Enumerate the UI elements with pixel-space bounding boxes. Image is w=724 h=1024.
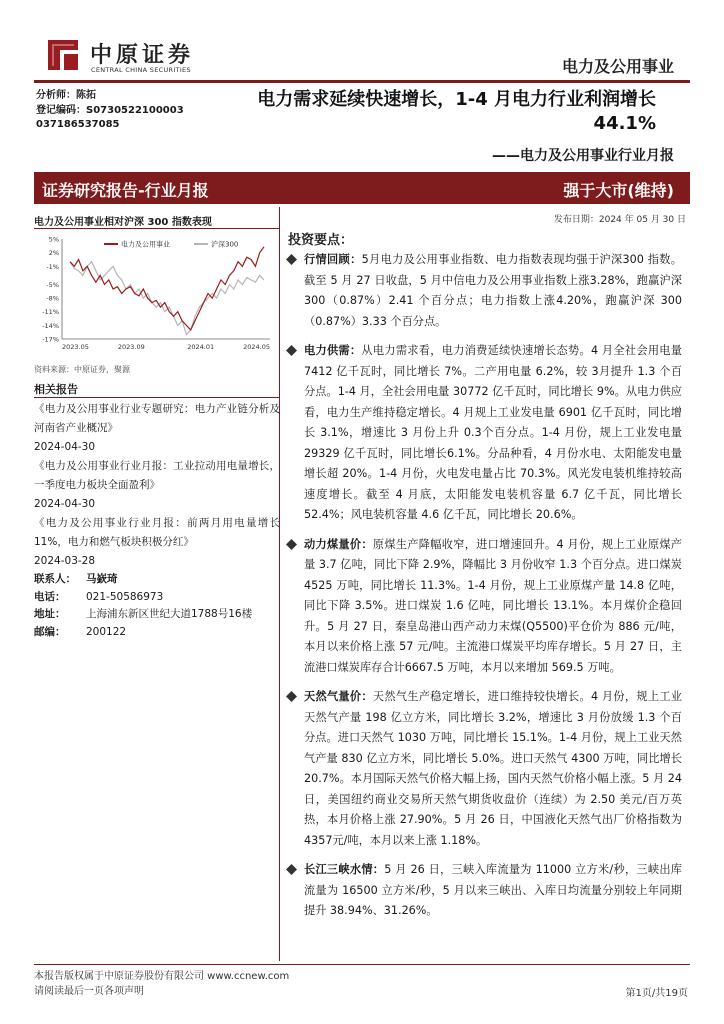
rating: 强于大市(维持) bbox=[563, 181, 674, 200]
point-power-supply-demand bbox=[284, 341, 682, 526]
investment-points-heading: 投资要点： bbox=[288, 233, 354, 248]
point-three-gorges bbox=[284, 860, 682, 922]
bullet-icon bbox=[286, 539, 297, 550]
reg-code: S0730522100003 bbox=[86, 104, 184, 116]
contact-person-row: 联系人： 马嶔琦 bbox=[34, 571, 280, 589]
point-text: 5 月 26 日，三峡入库流量为 11000 立方米/秒，三峡出库流量为 16500 立方米/秒，5 月以来三峡出、入库日均流量分别较上年同期提升 38.94%、31.26%。 bbox=[304, 863, 682, 917]
investment-points bbox=[284, 250, 682, 931]
contact-person: 马嶔琦 bbox=[86, 573, 118, 585]
y-tick-label: -8% bbox=[46, 294, 59, 303]
page-number: 第1页/共19页 bbox=[625, 988, 688, 999]
y-tick-label: -1% bbox=[46, 262, 59, 271]
related-report-item[interactable]: 《电力及公用事业行业月报：工业拉动用电量增长，一季度电力板块全面盈利》 2024-04-30 bbox=[34, 457, 280, 514]
point-text: 从电力需求看，电力消费延续快速增长态势。4 月全社会用电量 7412 亿千瓦时，同比增长 7%。二产用电量 6.2%，较 3月提升 1.3 个百分点。1-4 月，全社会用电量 30772 亿千瓦时，同比增长 9%。从电力供应看，电力生产维持稳定增长。4 月规上工业发电量 6901 亿千瓦时，同比增长 3.1%，增速比 3 月份上升 0.3个百分点。1-4 月份，规上工业发电量 29329 亿千瓦时，同比增长6.1%。分品种看，4 月份水电、太阳能发电量增长超 20%。1-4 月份，火电发电量占比 70.3%。风光发电装机维持较高速度增长。截至 4 月底，太阳能发电装机容量 6.7 亿千瓦，同比增长 52.4%；风电装机容量 4.6 亿千瓦，同比增长 20.6%。 bbox=[304, 344, 682, 521]
footer-notice bbox=[34, 969, 289, 999]
sector-label: 电力及公用事业 bbox=[561, 57, 674, 76]
y-tick-label: 2% bbox=[48, 249, 59, 258]
analyst-row: 分析师：陈拓 bbox=[36, 90, 96, 101]
series-line bbox=[70, 262, 264, 335]
point-thermal-coal bbox=[284, 535, 682, 679]
report-subtitle: ——电力及公用事业行业月报 bbox=[492, 148, 674, 164]
chart-title: 电力及公用事业相对沪深 300 指数表现 bbox=[34, 217, 212, 228]
report-title: 电力需求延续快速增长，1-4 月电力行业利润增长 44.1% bbox=[257, 89, 656, 134]
contact-phone-row: 电话： 021-50586973 bbox=[34, 589, 280, 607]
reg-code-row: 登记编码：S0730522100003 bbox=[36, 104, 184, 116]
point-text: 原煤生产降幅收窄，进口增速回升。4 月份，规上工业原煤产量 3.7 亿吨，同比下降 2.9%，降幅比 3 月份收窄 1.3 个百分点。进口煤炭 4525 万吨，同比增长 11.3%。1-4 月份，规上工业原煤产量 14.8 亿吨，同比下降 3.5%。进口煤炭 1.6 亿吨，同比增长 13.1%。本月煤价企稳回升。5 月 27 日，秦皇岛港山西产动力末煤(Q5500)平仓价为 886 元/吨，本月以来价格上涨 57 元/吨。主流港口煤炭平均库存增长。5 月 27 日，主流港口煤炭库存合计6667.5 万吨，本月以来增加 569.5 万吨。 bbox=[304, 537, 682, 674]
point-label: 电力供需： bbox=[304, 344, 362, 357]
x-tick-label: 2023.05 bbox=[62, 343, 89, 351]
point-label: 动力煤量价： bbox=[304, 537, 373, 551]
contact-zip: 200122 bbox=[86, 625, 127, 638]
related-reports-title: 相关报告 bbox=[34, 383, 78, 396]
copyright-line: 本报告版权属于中原证券股份有限公司 www.ccnew.com bbox=[34, 971, 290, 982]
column-divider bbox=[279, 207, 280, 961]
report-type-band bbox=[34, 172, 690, 204]
series-line bbox=[70, 247, 264, 330]
related-report-date: 2024-03-28 bbox=[34, 555, 96, 567]
logo-chinese-text: 中原证券 bbox=[90, 43, 195, 68]
contact-info bbox=[34, 571, 280, 641]
ccs-logo-icon bbox=[44, 36, 82, 74]
analyst-info bbox=[36, 89, 184, 133]
analyst-name: 陈拓 bbox=[76, 90, 96, 101]
performance-chart bbox=[34, 231, 280, 363]
analyst-phone: 037186537085 bbox=[36, 119, 120, 130]
x-tick-label: 2024.01 bbox=[187, 343, 215, 351]
bullet-icon bbox=[286, 864, 297, 875]
bullet-icon bbox=[286, 254, 297, 265]
chart-title-rule bbox=[34, 228, 280, 229]
contact-address: 上海浦东新区世纪大道1788号16楼 bbox=[86, 608, 253, 620]
contact-phone: 021-50586973 bbox=[86, 590, 164, 603]
related-report-date: 2024-04-30 bbox=[34, 498, 96, 510]
report-type: 证券研究报告-行业月报 bbox=[42, 181, 209, 200]
x-tick-label: 2023.09 bbox=[117, 343, 145, 351]
point-text: 5月电力及公用事业指数、电力指数表现均强于沪深300 指数。截至 5 月 27 日收盘，5 月中信电力及公用事业指数上涨3.28%，跑赢沪深 300（0.87%）2.41 个百分点；电力指数上涨4.20%，跑赢沪深 300（0.87%）3.33 个百分点。 bbox=[304, 253, 682, 328]
x-tick-label: 2024.05 bbox=[243, 343, 270, 351]
bullet-icon bbox=[286, 691, 297, 702]
publish-date: 发布日期：2024 年 05 月 30 日 bbox=[553, 215, 686, 225]
contact-address-row: 地址： 上海浦东新区世纪大道1788号16楼 bbox=[34, 606, 280, 624]
related-report-item[interactable]: 《电力及公用事业行业月报：前两月用电量增长 11%，电力和燃气板块积极分红》 2024-03-28 bbox=[34, 514, 280, 571]
footer-rule bbox=[34, 964, 690, 965]
related-reports-list bbox=[34, 400, 280, 571]
bullet-icon bbox=[286, 345, 297, 356]
legend-label: 沪深300 bbox=[211, 240, 239, 249]
related-reports-rule bbox=[34, 397, 280, 398]
point-label: 行情回顾： bbox=[304, 253, 362, 266]
point-label: 天然气量价： bbox=[304, 690, 373, 703]
contact-zip-row: 邮编： 200122 bbox=[34, 624, 280, 642]
sidebar bbox=[34, 207, 280, 961]
y-tick-label: -11% bbox=[42, 308, 59, 317]
related-report-date: 2024-04-30 bbox=[34, 441, 96, 453]
related-report-item[interactable]: 《电力及公用事业行业专题研究：电力产业链分析及河南省产业概况》 2024-04-30 bbox=[34, 400, 280, 457]
company-logo bbox=[44, 34, 244, 78]
point-label: 长江三峡水情： bbox=[304, 863, 385, 876]
chart-source: 资料来源：中原证券，聚源 bbox=[34, 365, 130, 374]
point-market-review bbox=[284, 250, 682, 332]
y-tick-label: 5% bbox=[48, 235, 59, 244]
point-natural-gas bbox=[284, 687, 682, 851]
header-rule bbox=[34, 80, 690, 83]
legend-label: 电力及公用事业 bbox=[121, 240, 170, 249]
disclaimer-line: 请阅读最后一页各项声明 bbox=[34, 986, 144, 997]
y-tick-label: -14% bbox=[42, 321, 59, 330]
point-text: 天然气生产稳定增长，进口维持较快增长。4 月份，规上工业天然气产量 198 亿立方米，同比增长 3.2%，增速比 3 月份放缓 1.3 个百分点。进口天然气 1030 万吨，同比增长 15.1%。1-4 月份，规上工业天然气产量 830 亿立方米，同比增长 5.0%。进口天然气 4300 万吨，同比增长 20.7%。本月国际天然气价格大幅上扬，国内天然气价格小幅上涨。5 月 24 日，美国纽约商业交易所天然气期货收盘价（连续）为 2.50 美元/百万英热，本月价格上涨 27.90%。5 月 26 日，中国液化天然气出厂价格指数为 4357元/吨，本月以来上涨 1.18%。 bbox=[304, 690, 682, 847]
logo-english-text: CENTRAL CHINA SECURITIES bbox=[91, 66, 191, 74]
y-tick-label: -17% bbox=[42, 335, 59, 344]
y-tick-label: -5% bbox=[46, 280, 59, 289]
